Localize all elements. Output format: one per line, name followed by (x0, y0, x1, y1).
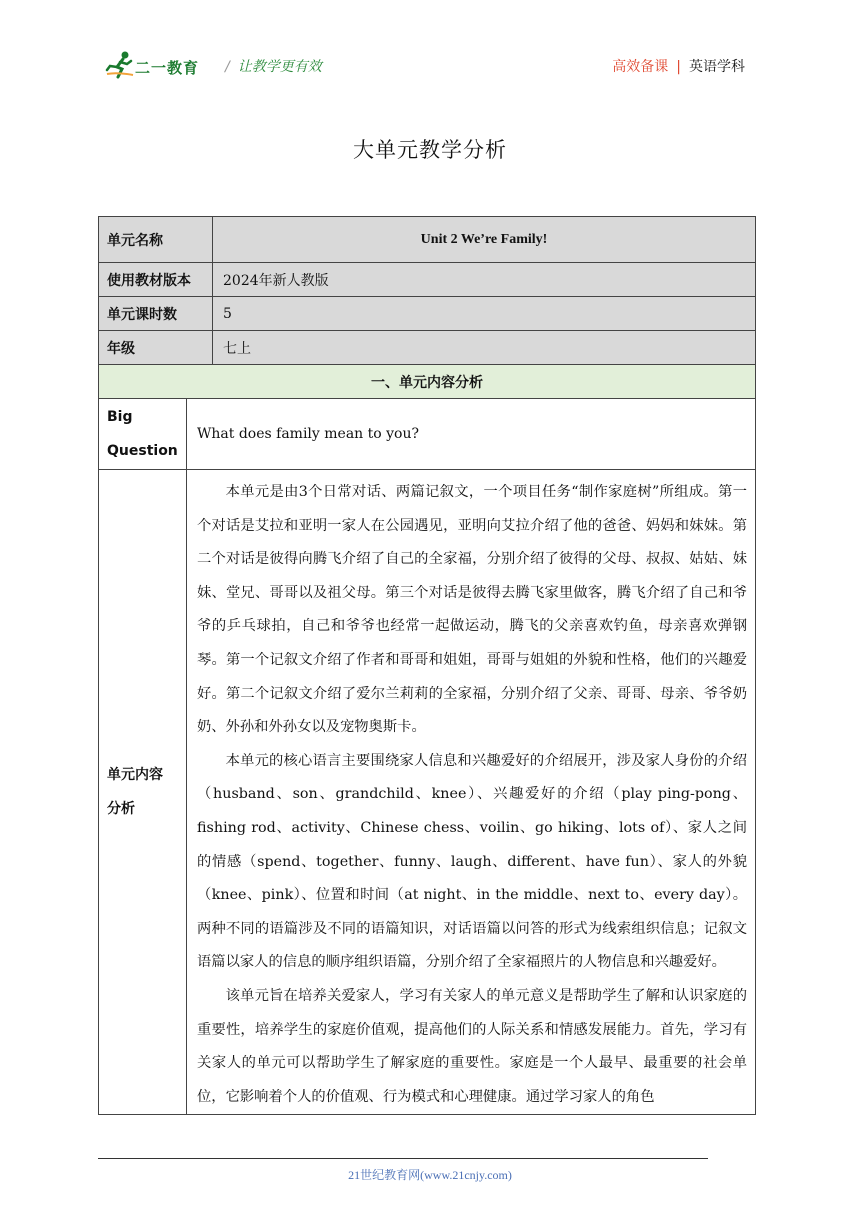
efficient-prep-label: 高效备课 (612, 59, 669, 75)
page-header (105, 48, 755, 82)
unit-name-value: Unit 2 We’re Family! (213, 217, 756, 263)
slogan-text: 让教学更有效 (237, 59, 322, 75)
big-question-label-line1: Big (107, 409, 133, 425)
hours-label: 单元课时数 (99, 297, 213, 331)
table-row (99, 470, 756, 1115)
big-question-label (99, 399, 187, 470)
header-divider: | (676, 59, 681, 75)
textbook-label: 使用教材版本 (99, 263, 213, 297)
table-row (99, 263, 756, 297)
table-row (99, 399, 756, 470)
header-right (612, 56, 745, 76)
analysis-table (98, 216, 756, 1115)
subject-label: 英语学科 (689, 59, 745, 75)
table-row (99, 365, 756, 399)
unit-name-label: 单元名称 (99, 217, 213, 263)
slogan (225, 56, 322, 76)
runner-logo-icon (105, 50, 135, 80)
grade-value: 七上 (213, 331, 756, 365)
analysis-paragraph-3: 该单元旨在培养关爱家人，学习有关家人的单元意义是帮助学生了解和认识家庭的重要性，培养学生的家庭价值观，提高他们的人际关系和情感发展能力。首先，学习有关家人的单元可以帮助学生了解家庭的重要性。家庭是一个人最早、最重要的社会单位，它影响着个人的价值观、行为模式和心理健康。通过学习家人的角色 (197, 987, 747, 1105)
analysis-paragraph-2: 本单元的核心语言主要围绕家人信息和兴趣爱好的介绍展开，涉及家人身份的介绍（husband、son、grandchild、knee）、兴趣爱好的介绍（play ping-pong、fishing rod、activity、Chinese chess、voilin、go hiking、lots of）、家人之间的情感（spend、together、funny、laugh、different、have fun）、家人的外貌（knee、pink）、位置和时间（at night、in the middle、next to、every day）。两种不同的语篇涉及不同的语篇知识，对话语篇以问答的形式为线索组织信息；记叙文语篇以家人的信息的顺序组织语篇，分别介绍了全家福照片的人物信息和兴趣爱好。 (197, 752, 747, 971)
slogan-separator: / (225, 59, 230, 75)
page-title: 大单元教学分析 (353, 138, 507, 162)
textbook-value: 2024年新人教版 (213, 263, 756, 297)
content-label-line2: 分析 (107, 801, 135, 818)
analysis-paragraph-1: 本单元是由3个日常对话、两篇记叙文，一个项目任务“制作家庭树”所组成。第一个对话是艾拉和亚明一家人在公园遇见，亚明向艾拉介绍了他的爸爸、妈妈和妹妹。第二个对话是彼得向腾飞介绍了自己的全家福，分别介绍了彼得的父母、叔叔、姑姑、妹妹、堂兄、哥哥以及祖父母。第三个对话是彼得去腾飞家里做客，腾飞介绍了自己和爷爷的乒乓球拍，自己和爷爷也经常一起做运动，腾飞的父亲喜欢钓鱼，母亲喜欢弹钢琴。第一个记叙文介绍了作者和哥哥和姐姐，哥哥与姐姐的外貌和性格，他们的兴趣爱好。第二个记叙文介绍了爱尔兰莉莉的全家福，分别介绍了父亲、哥哥、母亲、爷爷奶奶、外孙和外孙女以及宠物奥斯卡。 (197, 484, 747, 736)
section-title: 一、单元内容分析 (99, 365, 756, 399)
table-row (99, 297, 756, 331)
content-analysis-body (187, 470, 756, 1115)
content-label-line1: 单元内容 (107, 767, 163, 784)
footer-divider (98, 1158, 708, 1159)
site-logo[interactable] (105, 48, 215, 82)
footer-link[interactable]: 21世纪教育网(www.21cnjy.com) (348, 1168, 512, 1182)
logo-text: 二一教育 (135, 59, 200, 77)
table-row (99, 331, 756, 365)
hours-value: 5 (213, 297, 756, 331)
big-question-label-line2: Question (107, 443, 178, 459)
content-analysis-label (99, 470, 187, 1115)
big-question-value: What does family mean to you? (187, 399, 756, 470)
grade-label: 年级 (99, 331, 213, 365)
table-row (99, 217, 756, 263)
